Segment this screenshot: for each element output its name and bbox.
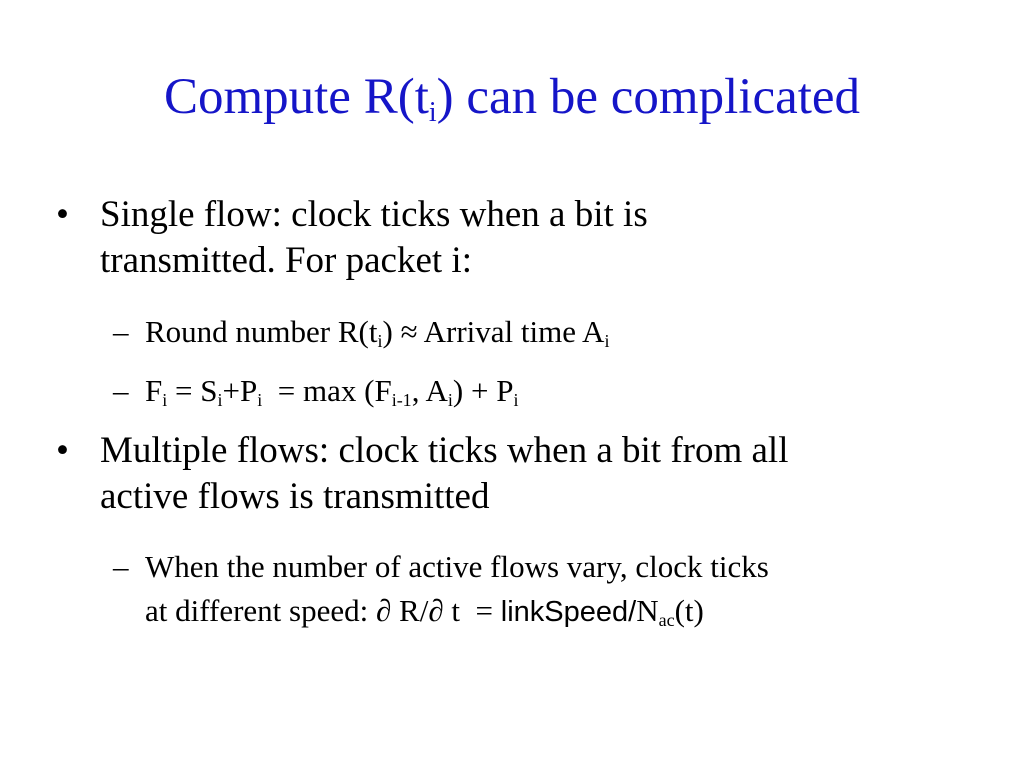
bullet-text: Multiple flows: clock ticks when a bit from all active flows is transmitted xyxy=(100,430,789,517)
dash-marker: – xyxy=(113,314,129,349)
dash-marker: – xyxy=(113,373,129,408)
slide: Compute $R(t_i)$ can be complicated • Single flow: clock ticks when a bit is transmitted. For packet i: – Round number $R(t_i)$ ≈ Arrival time $A_i$ – $F_i = S_i+P_i = \max (F_{i-1}$, $A_i) + P_i$ • Multiple flows: clock ticks when a bit from all active flows is transmitted – When the number of active flows vary, clock ticks at different speed: ∂ R/∂ t = linkSpeed/$N_{ac}(t)$ xyxy=(0,0,1024,768)
bullet-marker: • xyxy=(56,430,69,471)
bullet-text: Single flow: clock ticks when a bit is transmitted. For packet i: xyxy=(100,194,648,281)
slide-title: Compute $R(t_i)$ can be complicated xyxy=(163,69,861,128)
bullet-marker: • xyxy=(56,194,69,235)
link-speed-term: linkSpeed/ xyxy=(500,596,637,628)
dash-marker: – xyxy=(113,549,129,584)
